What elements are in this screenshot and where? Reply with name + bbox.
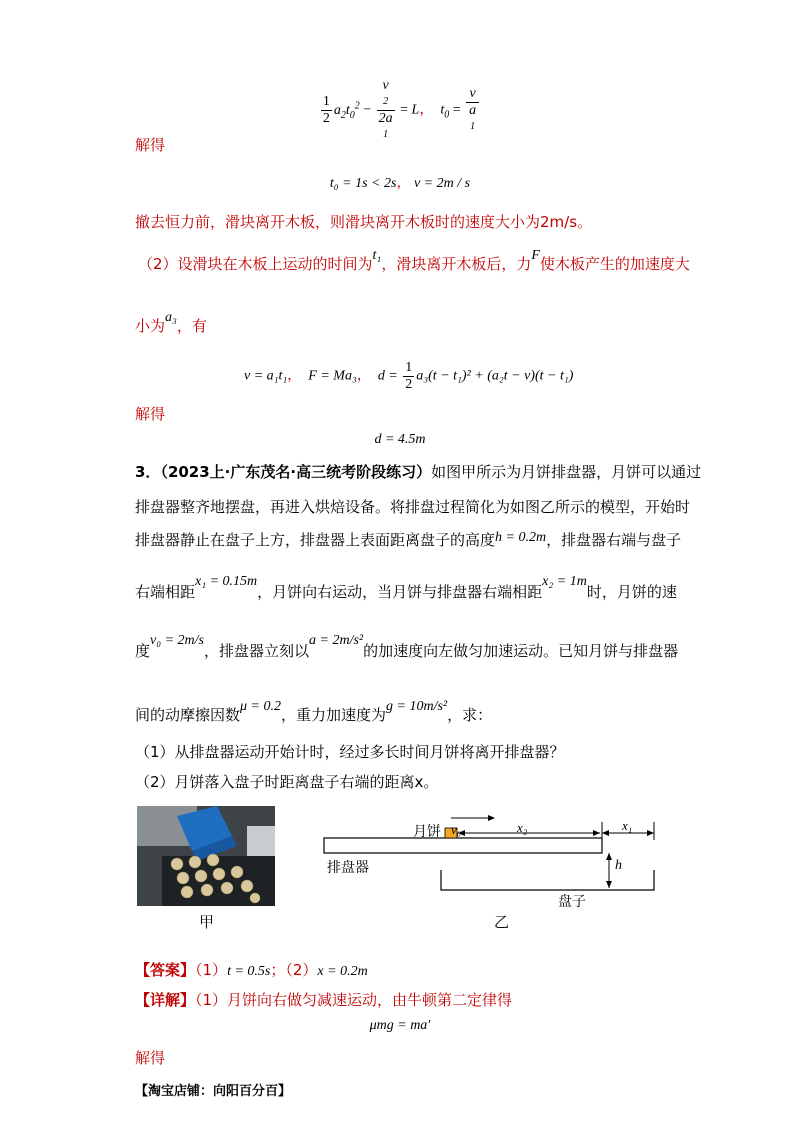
equation-1: $\frac{1}{2}$ $a_2t_0^2$ − v 2 2a 1 = L， $t_0$ = v a 1 [0, 78, 800, 143]
label-paipanqi: 排盘器 [327, 860, 369, 876]
part2-line2: 小为a₃，有 [135, 310, 207, 335]
problem3-line4: 右端相距x₁ = 0.15m，月饼向右运动，当月饼与排盘器右端相距x₂ = 1m时，月饼的速 [135, 574, 677, 601]
answer-line: 【答案】（1）t = 0.5s；（2）x = 0.2m [135, 961, 368, 979]
label-x1: x₁ [622, 818, 633, 833]
fraction-v-over-a1: v a 1 [466, 86, 479, 135]
answer-1-sentence: 撤去恒力前，滑块离开木板，则滑块离开木板时的速度大小为2m/s。 [135, 213, 593, 231]
label-jiede-2: 解得 [135, 405, 166, 423]
equation-4: d = 4.5m [374, 432, 426, 447]
problem3-question-1: （1）从排盘器运动开始计时，经过多长时间月饼将离开排盘器？ [135, 743, 565, 761]
label-x2: x₂ [517, 820, 528, 835]
equation-5: μmg = ma′ [369, 1018, 431, 1033]
detail-line: 【详解】（1）月饼向右做匀减速运动，由牛顿第二定律得 [135, 991, 513, 1009]
problem3-line2: 排盘器整齐地摆盘，再进入烘焙设备。将排盘过程简化为如图乙所示的模型，开始时 [135, 498, 691, 516]
label-h: h [615, 858, 622, 873]
mooncake-arranger-photo [137, 806, 275, 906]
label-jiede-3: 解得 [135, 1049, 166, 1067]
problem3-line3: 排盘器静止在盘子上方，排盘器上表面距离盘子的高度h = 0.2m，排盘器右端与盘子 [135, 530, 682, 549]
fraction-half: $\frac{1}{2}$ [322, 94, 330, 126]
problem3-line5: 度v₀ = 2m/s，排盘器立刻以a = 2m/s²的加速度向左做匀加速运动。已知月饼与排盘器 [135, 633, 679, 660]
equation-2: t₀ = 1s < 2s， v = 2m / s [329, 176, 471, 191]
caption-yi: 乙 [494, 913, 510, 931]
equation-3: v = a₁t₁， F = Ma₃， d = $\frac{1}{2}$ a₃(t − t₁)² + (a₂t − v)(t − t₁) [244, 360, 574, 392]
problem3-line1: 3．（2023上·广东茂名·高三统考阶段练习）如图甲所示为月饼排盘器，月饼可以通过 [135, 463, 702, 481]
footer-shop: 【淘宝店铺：向阳百分百】 [135, 1084, 292, 1099]
label-jiede-1: 解得 [135, 136, 166, 154]
problem3-line6: 间的动摩擦因数μ = 0.2，重力加速度为g = 10m/s²，求： [135, 699, 493, 724]
arranger-board [324, 838, 602, 853]
part2-line1: （2）设滑块在木板上运动的时间为t₁，滑块离开木板后，力F使木板产生的加速度大 [138, 248, 690, 273]
caption-jia: 甲 [199, 913, 215, 931]
plate [441, 870, 654, 890]
fraction-v2-over-2a1: v 2 2a 1 [378, 78, 393, 140]
label-v0: v₀ [451, 822, 462, 837]
label-panzi: 盘子 [558, 894, 586, 910]
label-yuebing: 月饼 [413, 824, 441, 840]
problem3-question-2: （2）月饼落入盘子时距离盘子右端的距离x。 [135, 773, 439, 791]
